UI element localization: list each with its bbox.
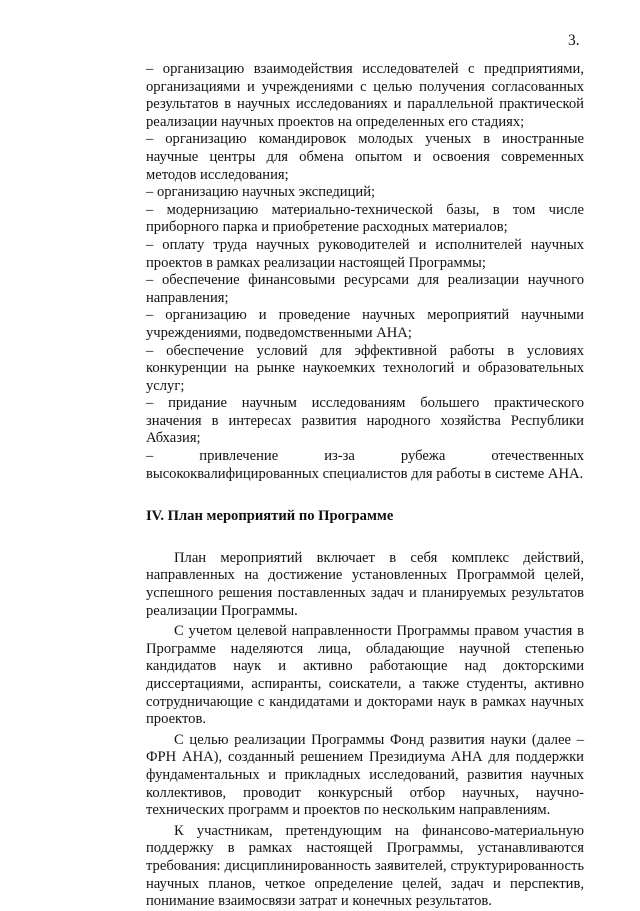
list-item: – организацию командировок молодых ученых в иностранные научные центры для обмена опытом и освоения современных методов исследования; bbox=[146, 131, 584, 183]
list-item: – обеспечение условий для эффективной работы в условиях конкуренции на рынке наукоемких технологий и образовательных услуг; bbox=[146, 342, 584, 394]
list-item: – модернизацию материально-технической базы, в том числе приборного парка и приобретение расходных материалов; bbox=[146, 201, 584, 236]
list-item: – организацию научных экспедиций; bbox=[146, 184, 376, 201]
paragraph: К участникам, претендующим на финансово-материальную поддержку в рамках настоящей Программы, устанавливаются требования: дисциплинированность заявителей, структурированность научных планов, четкое определение целей, задач и перспектив, понимание взаимосвязи затрат и конечных результатов. bbox=[146, 822, 584, 910]
list-item: – организацию и проведение научных мероприятий научными учреждениями, подведомственными АНА; bbox=[146, 307, 584, 341]
list-item: – придание научным исследованиям большего практического значения в интересах развития народного хозяйства Республики Абхазия; bbox=[146, 395, 584, 447]
list-item: – привлечение из-за рубежа отечественных высококвалифицированных специалистов для работы в системе АНА. bbox=[146, 448, 584, 482]
section-heading: IV. План мероприятий по Программе bbox=[146, 508, 394, 525]
paragraph: План мероприятий включает в себя комплекс действий, направленных на достижение установленных Программой целей, успешного решения поставленных задач и планируемых результатов реализации Программы. bbox=[146, 549, 584, 619]
document-body bbox=[146, 61, 584, 911]
list-item: – организацию взаимодействия исследователей с предприятиями, организациями и учреждениями с целью получения согласованных результатов в научных исследованиях и параллельной практической реализации научных проектов на определенных его стадиях; bbox=[146, 61, 584, 130]
paragraph: С целью реализации Программы Фонд развития науки (далее – ФРН АНА), созданный решением Президиума АНА для поддержки фундаментальных и прикладных исследований, развития научных коллективов, проводит конкурсный отбор научных, научно-технических программ и проектов по нескольким направлениям. bbox=[146, 731, 584, 819]
paragraph: С учетом целевой направленности Программы правом участия в Программе наделяются лица, обладающие научной степенью кандидатов наук и активно работающие над докторскими диссертациями, аспиранты, соискатели, а также студенты, активно сотрудничающие с кандидатами и докторами наук в рамках научных проектов. bbox=[146, 623, 584, 728]
list-item: – обеспечение финансовыми ресурсами для реализации научного направления; bbox=[146, 272, 584, 306]
page-number: 3. bbox=[568, 32, 580, 49]
list-item: – оплату труда научных руководителей и исполнителей научных проектов в рамках реализации настоящей Программы; bbox=[146, 236, 584, 271]
